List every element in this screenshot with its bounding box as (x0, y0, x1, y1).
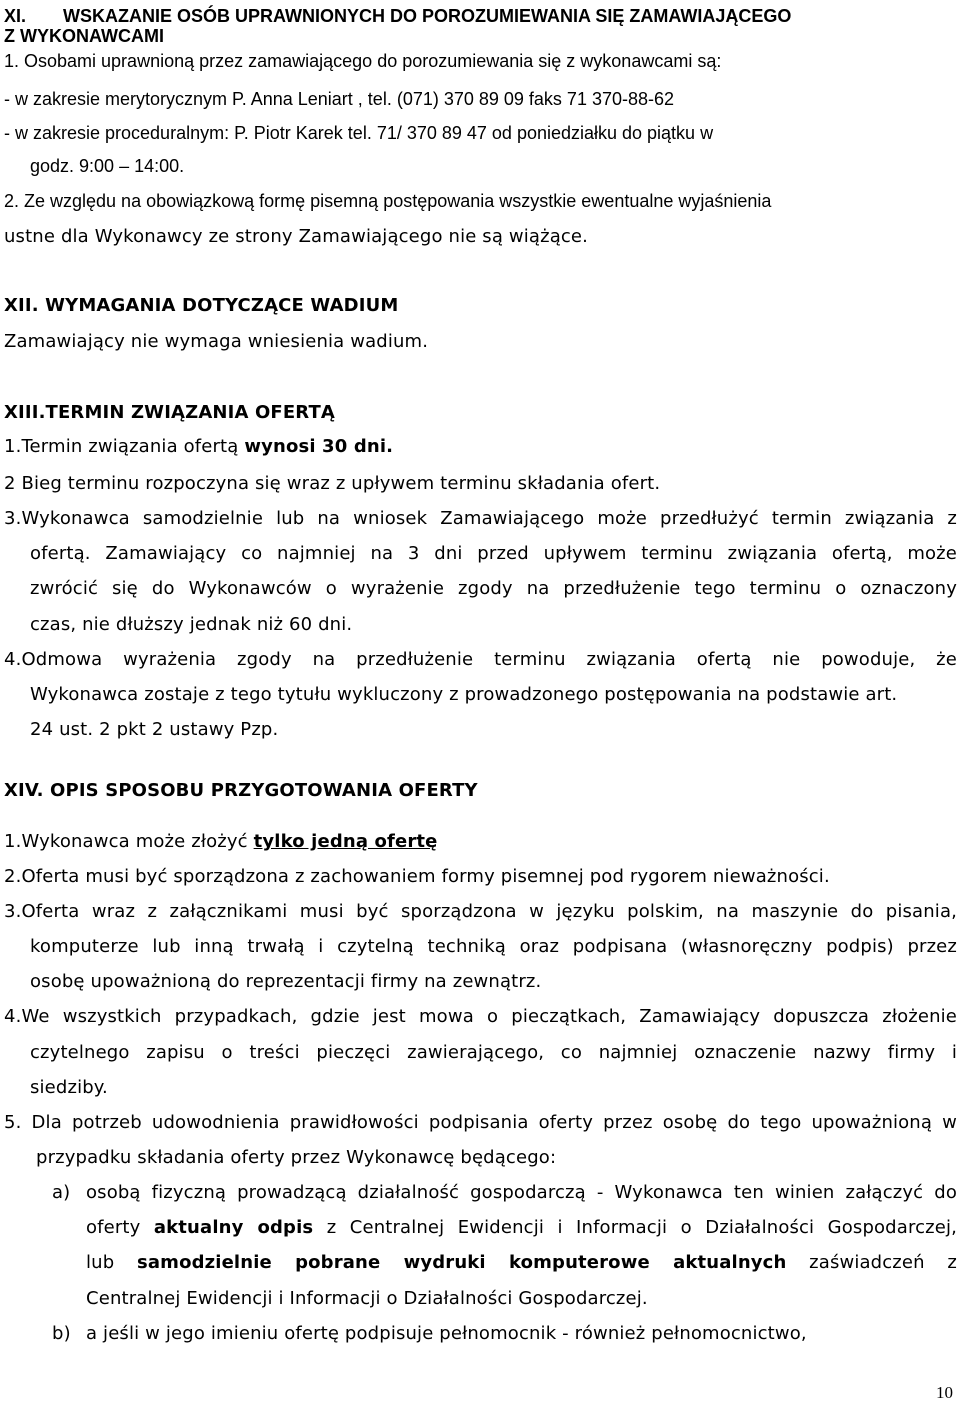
sec14-subitem-a-label: a) (52, 1182, 71, 1203)
sec14-item5-line1: 5. Dla potrzeb udowodnienia prawidłowości podpisania oferty przez osobę do tego upoważnioną w (4, 1112, 957, 1133)
sec14-subitem-a-line4: Centralnej Ewidencji i Informacji o Działalności Gospodarczej. (86, 1288, 648, 1309)
sec13-item4-line1: 4.Odmowa wyrażenia zgody na przedłużenie terminu związania ofertą nie powoduje, że (4, 649, 957, 670)
sec11-heading-number: XI. (4, 6, 27, 26)
sec13-item3-line2: ofertą. Zamawiający co najmniej na 3 dni przed upływem terminu związania ofertą, może (30, 543, 957, 564)
sec11-heading-line1: WSKAZANIE OSÓB UPRAWNIONYCH DO POROZUMIEWANIA SIĘ ZAMAWIAJĄCEGO (63, 6, 792, 26)
sec14-subitem-a-line1: osobą fizyczną prowadzącą działalność gospodarczą - Wykonawca ten winien załączyć do (86, 1182, 957, 1203)
page-number: 10 (936, 1383, 953, 1402)
sec14-item2: 2.Oferta musi być sporządzona z zachowaniem formy pisemnej pod rygorem nieważności. (4, 866, 830, 887)
sec13-item4-line3: 24 ust. 2 pkt 2 ustawy Pzp. (30, 719, 279, 740)
sec14-subitem-b-line1: a jeśli w jego imieniu ofertę podpisuje pełnomocnik - również pełnomocnictwo, (86, 1323, 807, 1344)
sec14-item4-line3: siedziby. (30, 1077, 108, 1098)
sec13-item3-line1: 3.Wykonawca samodzielnie lub na wniosek Zamawiającego może przedłużyć termin związania z (4, 508, 957, 529)
sec11-item1: 1. Osobami uprawnioną przez zamawiającego do porozumiewania się z wykonawcami są: (4, 51, 722, 71)
sec13-item2: 2 Bieg terminu rozpoczyna się wraz z upływem terminu składania ofert. (4, 473, 661, 494)
sec13-heading: XIII.TERMIN ZWIĄZANIA OFERTĄ (4, 402, 336, 423)
sec11-item1-procedural-contact: - w zakresie proceduralnym: P. Piotr Karek tel. 71/ 370 89 47 od poniedziałku do piątku w (4, 123, 714, 143)
sec14-item3-line3: osobę upoważnioną do reprezentacji firmy na zewnątrz. (30, 971, 542, 992)
sec14-item3-line1: 3.Oferta wraz z załącznikami musi być sporządzona w języku polskim, na maszynie do pisania, (4, 901, 957, 922)
sec11-item2-line2: ustne dla Wykonawcy ze strony Zamawiającego nie są wiążące. (4, 226, 589, 247)
sec11-item2-line1: 2. Ze względu na obowiązkową formę pisemną postępowania wszystkie ewentualne wyjaśnienia (4, 191, 772, 211)
sec13-item1: 1.Termin związania ofertą wynosi 30 dni. (4, 436, 394, 457)
sec14-item1: 1.Wykonawca może złożyć tylko jedną ofertę (4, 831, 438, 852)
sec13-item3-line4: czas, nie dłuższy jednak niż 60 dni. (30, 614, 353, 635)
sec14-subitem-a-line2: oferty aktualny odpis z Centralnej Ewidencji i Informacji o Działalności Gospodarczej, (86, 1217, 957, 1238)
sec12-text: Zamawiający nie wymaga wniesienia wadium. (4, 331, 429, 352)
sec13-item4-line2: Wykonawca zostaje z tego tytułu wykluczony z prowadzonego postępowania na podstawie art. (30, 684, 898, 705)
sec14-subitem-a-line3: lub samodzielnie pobrane wydruki komputerowe aktualnych zaświadczeń z (86, 1252, 957, 1273)
sec14-item3-line2: komputerze lub inną trwałą i czytelną techniką oraz podpisana (własnoręczny podpis) przez (30, 936, 957, 957)
sec11-heading-line2: Z WYKONAWCAMI (4, 26, 164, 46)
sec14-item4-line2: czytelnego zapisu o treści pieczęci zawierającego, co najmniej oznaczenie nazwy firmy i (30, 1042, 957, 1063)
sec14-item4-line1: 4.We wszystkich przypadkach, gdzie jest mowa o pieczątkach, Zamawiający dopuszcza złożenie (4, 1006, 957, 1027)
sec14-item5-line2: przypadku składania oferty przez Wykonawcę będącego: (36, 1147, 557, 1168)
sec14-subitem-b-label: b) (52, 1323, 71, 1344)
sec11-item1-hours: godz. 9:00 – 14:00. (30, 156, 185, 176)
sec13-item3-line3: zwrócić się do Wykonawców o wyrażenie zgody na przedłużenie tego terminu o oznaczony (30, 578, 957, 599)
sec14-heading: XIV. OPIS SPOSOBU PRZYGOTOWANIA OFERTY (4, 780, 478, 801)
sec11-item1-substantive-contact: - w zakresie merytorycznym P. Anna Leniart , tel. (071) 370 89 09 faks 71 370-88-62 (4, 89, 675, 109)
sec12-heading: XII. WYMAGANIA DOTYCZĄCE WADIUM (4, 295, 399, 316)
